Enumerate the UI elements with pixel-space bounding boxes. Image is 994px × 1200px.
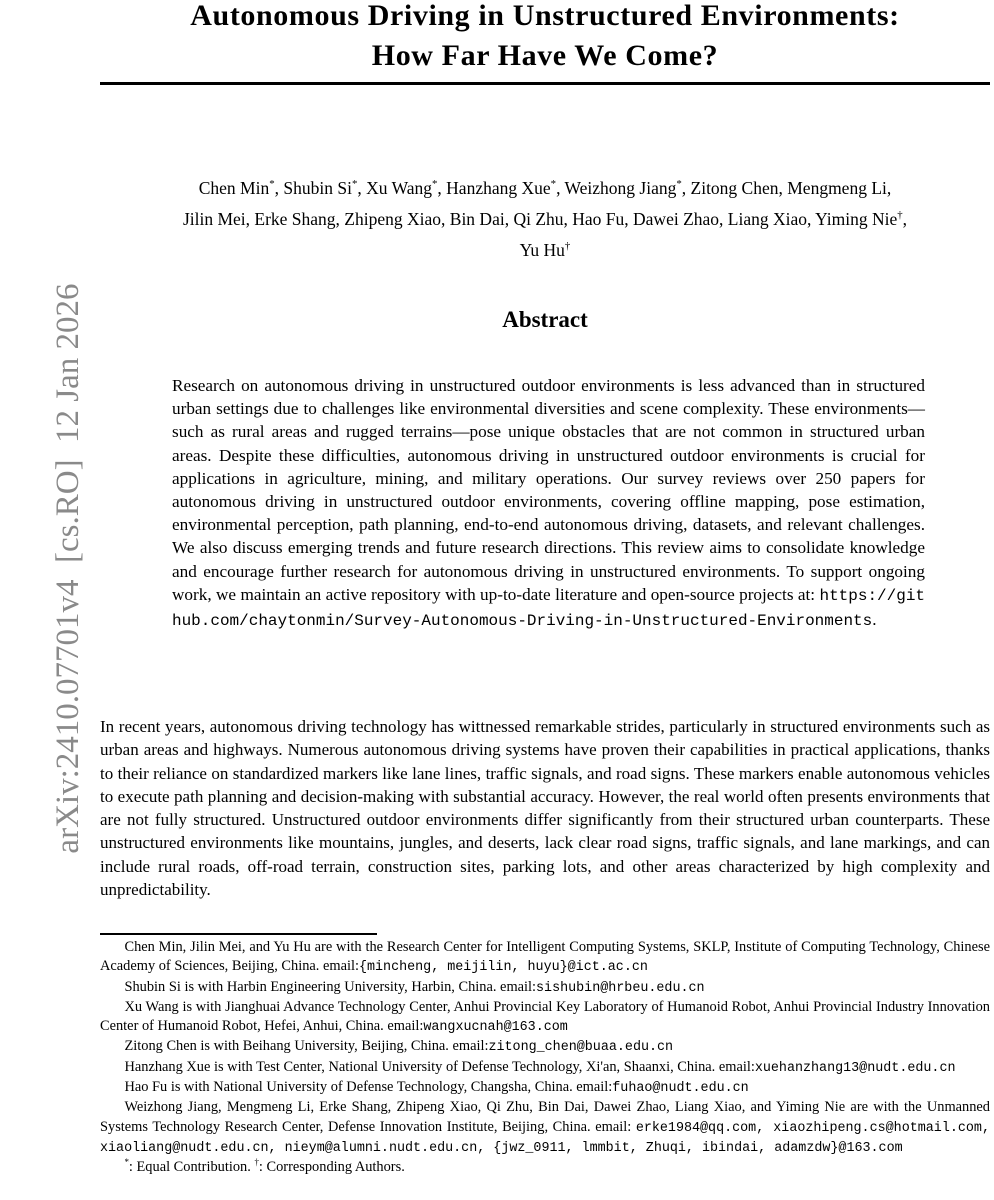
text-segment: Zitong Chen is with Beihang University, Beijing, China. email: <box>124 1038 489 1055</box>
github-repo-link[interactable]: https://github.com/chaytonmin/Survey-Autonomous-Driving-in-Unstructured-Environments <box>172 586 925 631</box>
superscript-marker: * <box>124 1157 129 1168</box>
text-segment: Jilin Mei, Erke Shang, Zhipeng Xiao, Bin Dai, Qi Zhu, Hao Fu, Dawei Zhao, Liang Xiao, Yiming Nie <box>182 209 898 229</box>
text-segment: Yu Hu <box>519 240 565 260</box>
text-segment: , <box>902 209 908 229</box>
paper-title-line-1: Autonomous Driving in Unstructured Environments: <box>190 0 900 32</box>
author-line-1 <box>100 173 990 204</box>
text-segment: Xu Wang is with Jianghuai Advance Technology Center, Anhui Provincial Key Laboratory of Humanoid Robot, Anhui Provincial Industry Innovation Center of Humanoid Robot, Hefei, Anhui, China. email: <box>100 998 990 1035</box>
paper-title-line-2: How Far Have We Come? <box>371 39 719 72</box>
text-segment: , Zitong Chen, Mengmeng Li, <box>681 178 892 198</box>
footnote-divider-rule <box>100 933 377 935</box>
text-segment: . <box>872 610 877 630</box>
text-segment: sishubin@hrbeu.edu.cn <box>536 980 705 996</box>
footnote-affiliation-7 <box>100 1098 990 1158</box>
text-segment: Research on autonomous driving in unstructured outdoor environments is less advanced than in structured urban settings due to challenges like environmental diversities and scene complexity. These environments—such as rural areas and rugged terrains—pose unique obstacles that are not common in structured urban areas. Despite these difficulties, autonomous driving in unstructured outdoor environments is crucial for applications in agriculture, mining, and military operations. Our survey reviews over 250 papers for autonomous driving in unstructured outdoor environments, covering offline mapping, pose estimation, environmental perception, path planning, end-to-end autonomous driving, datasets, and relevant challenges. We also discuss emerging trends and future research directions. This review aims to consolidate knowledge and encourage further research for autonomous driving in unstructured environments. To support ongoing work, we maintain an active repository with up-to-date literature and open-source projects at: <box>172 376 925 604</box>
text-segment: , Weizhong Jiang <box>556 178 677 198</box>
abstract-text <box>172 374 925 633</box>
footnote-affiliation-2 <box>100 978 990 998</box>
footnote-affiliation-6 <box>100 1078 990 1098</box>
text-segment: {mincheng, meijilin, huyu}@ict.ac.cn <box>358 960 648 976</box>
author-list <box>100 173 990 266</box>
text-segment: zitong_chen@buaa.edu.cn <box>488 1040 674 1056</box>
footnote-affiliation-5 <box>100 1058 990 1078</box>
text-segment: Chen Min <box>198 178 270 198</box>
footnote-block <box>100 938 990 1178</box>
superscript-marker: † <box>564 240 571 253</box>
text-segment: Hao Fu is with National University of Defense Technology, Changsha, China. email: <box>124 1079 613 1096</box>
text-segment: xuehanzhang13@nudt.edu.cn <box>754 1060 956 1076</box>
text-segment: fuhao@nudt.edu.cn <box>612 1081 749 1097</box>
abstract-heading: Abstract <box>502 307 588 332</box>
footnote-affiliation-1 <box>100 938 990 978</box>
arxiv-watermark-text: arXiv:2410.07701v4 [cs.RO] 12 Jan 2026 <box>50 283 86 854</box>
author-line-2 <box>100 204 990 235</box>
superscript-marker: * <box>550 178 557 191</box>
footnote-affiliation-4 <box>100 1037 990 1057</box>
text-segment: , Xu Wang <box>357 178 432 198</box>
superscript-marker: * <box>432 178 438 191</box>
superscript-marker: † <box>254 1157 259 1168</box>
superscript-marker: * <box>269 178 275 191</box>
text-segment: Weizhong Jiang, Mengmeng Li, Erke Shang, Zhipeng Xiao, Qi Zhu, Bin Dai, Dawei Zhao, Liang Xiao, and Yiming Nie are with the Unmanned Systems Technology Research Center, Defense Innovation Institute, Beijing, China. email: <box>100 1099 990 1135</box>
title-divider-rule <box>100 82 990 85</box>
text-segment: , Hanzhang Xue <box>437 178 551 198</box>
arxiv-watermark <box>8 225 86 945</box>
footnote-contribution-note <box>100 1158 990 1177</box>
text-segment: erke1984@qq.com, xiaozhipeng.cs@hotmail.com, xiaoliang@nudt.edu.cn, nieym@alumni.nudt.edu.cn, {jwz_0911, lmmbit, Zhuqi, ibindai, adamzdw}@163.com <box>100 1120 990 1156</box>
text-segment: Chen Min, Jilin Mei, and Yu Hu are with the Research Center for Intelligent Computing Systems, SKLP, Institute of Computing Technology, Chinese Academy of Sciences, Beijing, China. email: <box>100 939 990 975</box>
superscript-marker: * <box>676 178 682 191</box>
superscript-marker: * <box>351 178 358 191</box>
text-segment: Shubin Si is with Harbin Engineering University, Harbin, China. email: <box>124 978 537 995</box>
superscript-marker: † <box>897 209 903 222</box>
text-segment: , Shubin Si <box>274 178 352 198</box>
paper-title <box>100 0 990 76</box>
text-segment: : Equal Contribution. <box>128 1159 255 1176</box>
text-segment: : Corresponding Authors. <box>258 1159 405 1176</box>
intro-paragraph: In recent years, autonomous driving technology has wittnessed remarkable strides, particularly in structured environments such as urban areas and highways. Numerous autonomous driving systems have proven their capabilities in practical applications, thanks to their reliance on standardized markers like lane lines, traffic signals, and road signs. These markers enable autonomous vehicles to execute path planning and decision-making with substantial accuracy. However, the real world often presents environments that are not fully structured. Unstructured outdoor environments differ significantly from their structured urban counterparts. These unstructured environments like mountains, jungles, and deserts, lack clear road signs, traffic signals, and lane markings, and can include rural roads, off-road terrain, construction sites, parking lots, and other areas characterized by high complexity and unpredictability. <box>100 717 990 900</box>
author-line-3 <box>100 235 990 266</box>
text-segment: wangxucnah@163.com <box>423 1020 568 1036</box>
footnote-affiliation-3 <box>100 998 990 1038</box>
text-segment: Hanzhang Xue is with Test Center, National University of Defense Technology, Xi'an, Shaanxi, China. email: <box>124 1058 755 1075</box>
